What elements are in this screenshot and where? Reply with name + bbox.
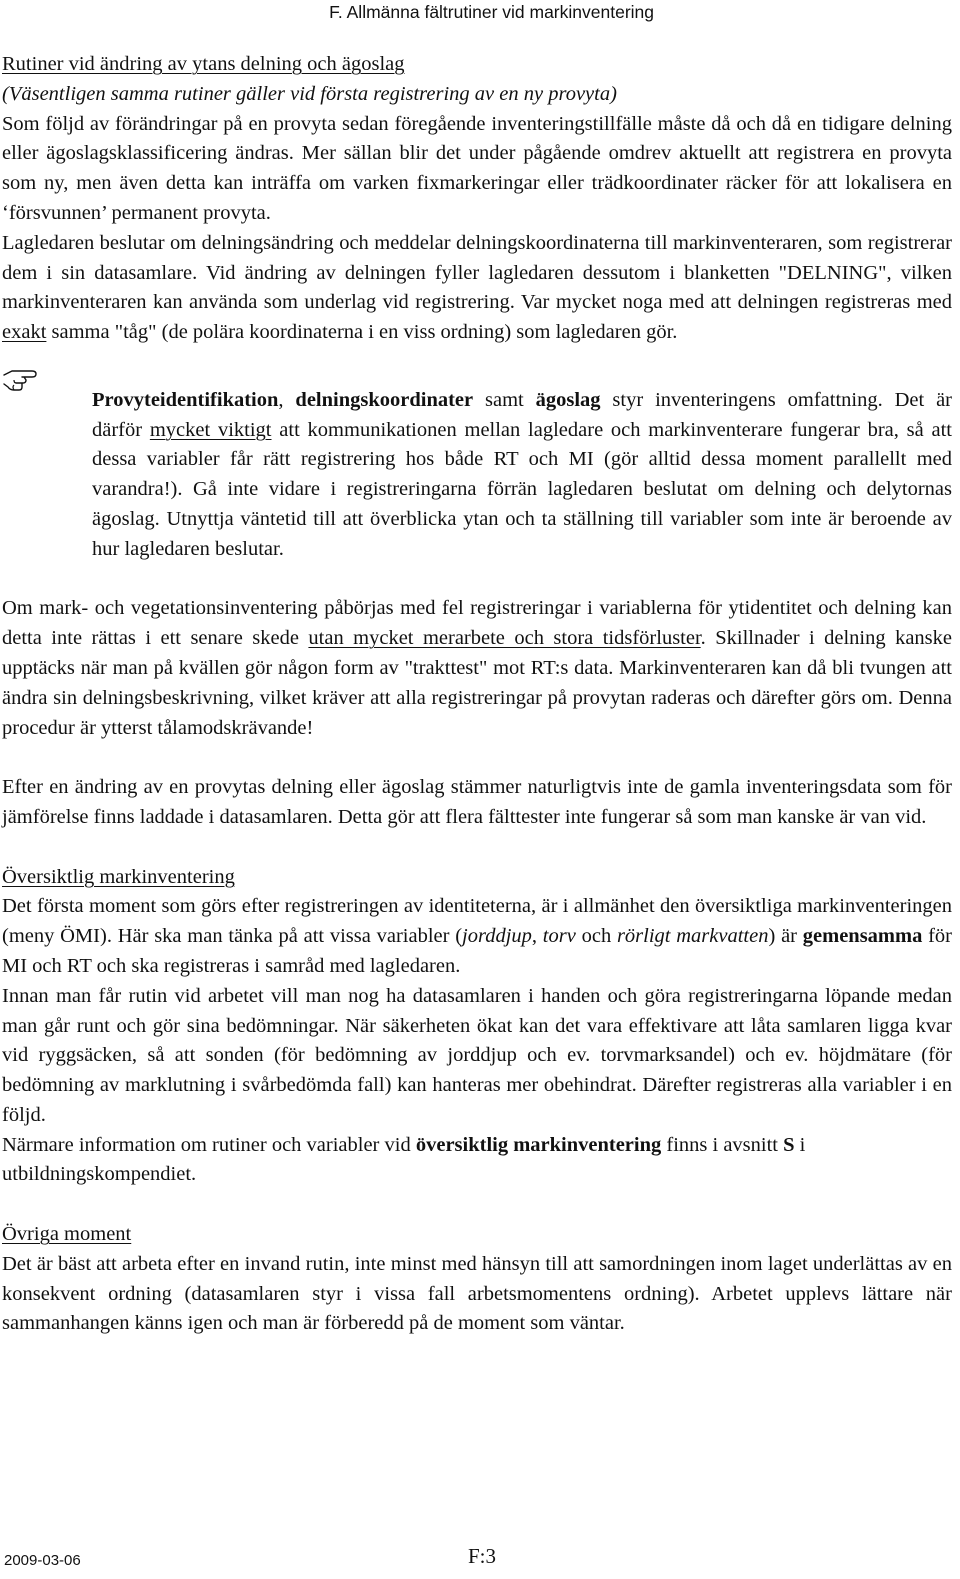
text-run-bold: översiktlig markinventering — [415, 1133, 662, 1156]
footer-date: 2009-03-06 — [4, 1552, 81, 1569]
section-heading-ovriga: Övriga moment — [2, 1223, 132, 1246]
text-run-bold: S — [783, 1133, 795, 1156]
text-run: i utbildningskompendiet. — [2, 1133, 806, 1186]
paragraph-gap — [2, 565, 952, 595]
note-block — [2, 386, 952, 565]
paragraph-lagledaren — [2, 229, 952, 348]
text-run-underlined: mycket viktigt — [149, 418, 272, 441]
text-run-italic: jorddjup — [462, 925, 532, 948]
text-run-underlined: utan mycket merarbete och stora tidsförluster — [308, 627, 701, 650]
text-run: ) är — [768, 925, 803, 948]
paragraph-invand-rutin: Det är bäst att arbeta efter en invand rutin, inte minst med hänsyn till att samordningen inom laget underlättas av en konsekvent ordning (datasamlaren styr i vissa fall arbetsmomentens ordning). Arbetet upplevs lättare när sammanhangen känns igen och man är förberedd på de moment som väntar. — [2, 1252, 952, 1335]
paragraph-gap — [2, 1190, 952, 1220]
text-run-bold: ägoslag — [535, 388, 601, 411]
text-run: Det första moment som görs efter registreringen av identiteterna, är i allmänhet den översiktliga markinventeringen (meny ÖMI). Här ska man tänka på att vissa variabler ( — [2, 895, 952, 948]
paragraph-gap — [2, 833, 952, 863]
text-run: Lagledaren beslutar om delningsändring och meddelar delningskoordinaterna till markinventeraren, som registrerar dem i sin datasamlare. Vid ändring av delningen fyller lagledaren dessutom i blanketten "DELNING", vilken markinventeraren kan använda som underlag vid registrering. Var mycket noga med att delningen registreras med — [2, 231, 952, 314]
section-heading-oversiktlig: Översiktlig markinventering — [2, 865, 235, 888]
footer-page-number: F:3 — [468, 1544, 497, 1568]
text-run-bold: delningskoordinater — [295, 388, 474, 411]
text-run: styr inventeringens omfattning. Det är därför — [92, 388, 953, 441]
document-page — [2, 0, 952, 1579]
paragraph-innan-rutin: Innan man får rutin vid arbetet vill man nog ha datasamlaren i handen och göra registreringarna löpande medan man går runt och gör sina bedömningar. När säkerheten ökat kan det vara effektivare att låta samlaren ligga kvar vid ryggsäcken, så att sonden (för bedömning av jorddjup och ev. torvmarksandel) och ev. höjdmätare (för bedömning av marklutning i svårbedömda fall) kan hanteras mer obehindrat. Därefter registreras alla variabler i en följd. — [2, 984, 952, 1126]
section-heading-delning: Rutiner vid ändring av ytans delning och ägoslag — [2, 53, 405, 75]
paragraph-forsta-moment — [2, 892, 952, 981]
text-run: samma "tåg" (de polära koordinaterna i en viss ordning) som lagledaren gör. — [46, 321, 678, 344]
note-text — [92, 386, 952, 565]
pointing-hand-icon — [2, 366, 42, 394]
section-subheading: (Väsentligen samma rutiner gäller vid första registrering av en ny provyta) — [2, 82, 617, 105]
text-run: , — [278, 388, 296, 411]
text-run-bold: Provyteidentifikation — [92, 388, 279, 411]
text-run: att kommunikationen mellan lagledare och markinventerare fungerar bra, så att dessa variabler får rätt registrering hos både RT och MI (gör alltid dessa moment parallellt med varandra!). Gå inte vidare i registreringarna förrän lagledaren beslutat om delning och delytornas ägoslag. Utnyttja väntetid till att överblicka ytan och ta ställning till variabler som inte är beroende av hur lagledaren beslutar. — [92, 418, 952, 560]
paragraph-narmare-information — [2, 1131, 952, 1191]
text-run: Närmare information om rutiner och variabler vid — [2, 1133, 416, 1156]
paragraph-fel-registreringar — [2, 594, 952, 743]
paragraph-efter-andring: Efter en ändring av en provytas delning eller ägoslag stämmer naturligtvis inte de gamla inventeringsdata som för jämförelse finns laddade i datasamlaren. Detta gör att flera fälttester inte fungerar så som man kanske är van vid. — [2, 776, 952, 828]
text-run: Om mark- och vegetationsinventering påbörjas med fel registreringar i variablerna för ytidentitet och delning kan detta inte rättas i ett senare skede — [2, 597, 952, 650]
text-run: . Skillnader i delning kanske upptäcks när man på kvällen gör någon form av "trakttest" mot RT:s data. Markinventeraren kan då bli tvungen att ändra sin delningsbeskrivning, vilket kräver att alla registreringar på provytan raderas och därefter görs om. Denna procedur är ytterst tålamodskrävande! — [2, 627, 953, 739]
paragraph-delning-intro: Som följd av förändringar på en provyta sedan föregående inventeringstillfälle måste då och då en tidigare delning eller ägoslagsklassificering ändras. Mer sällan blir det under pågående omdrev aktuellt att registrera en provyta som ny, men även detta kan inträffa om varken fixmarkeringar eller trädkoordinater räcker för att lokalisera en ‘försvunnen’ permanent provyta. — [2, 112, 952, 224]
text-run-bold: gemensamma — [802, 925, 923, 948]
page-content — [2, 50, 952, 1339]
paragraph-gap — [2, 348, 952, 378]
text-run-underlined: exakt — [2, 321, 47, 344]
text-run: för MI och RT och ska registreras i samråd med lagledaren. — [2, 925, 952, 977]
text-run-italic: torv — [542, 925, 576, 948]
text-run: och — [575, 925, 617, 948]
text-run: , — [531, 925, 543, 948]
paragraph-gap — [2, 743, 952, 773]
text-run-italic: rörligt markvatten — [616, 925, 769, 948]
running-header: F. Allmänna fältrutiner vid markinventering — [329, 2, 654, 22]
text-run: samt — [473, 388, 536, 411]
text-run: finns i avsnitt — [661, 1133, 784, 1156]
